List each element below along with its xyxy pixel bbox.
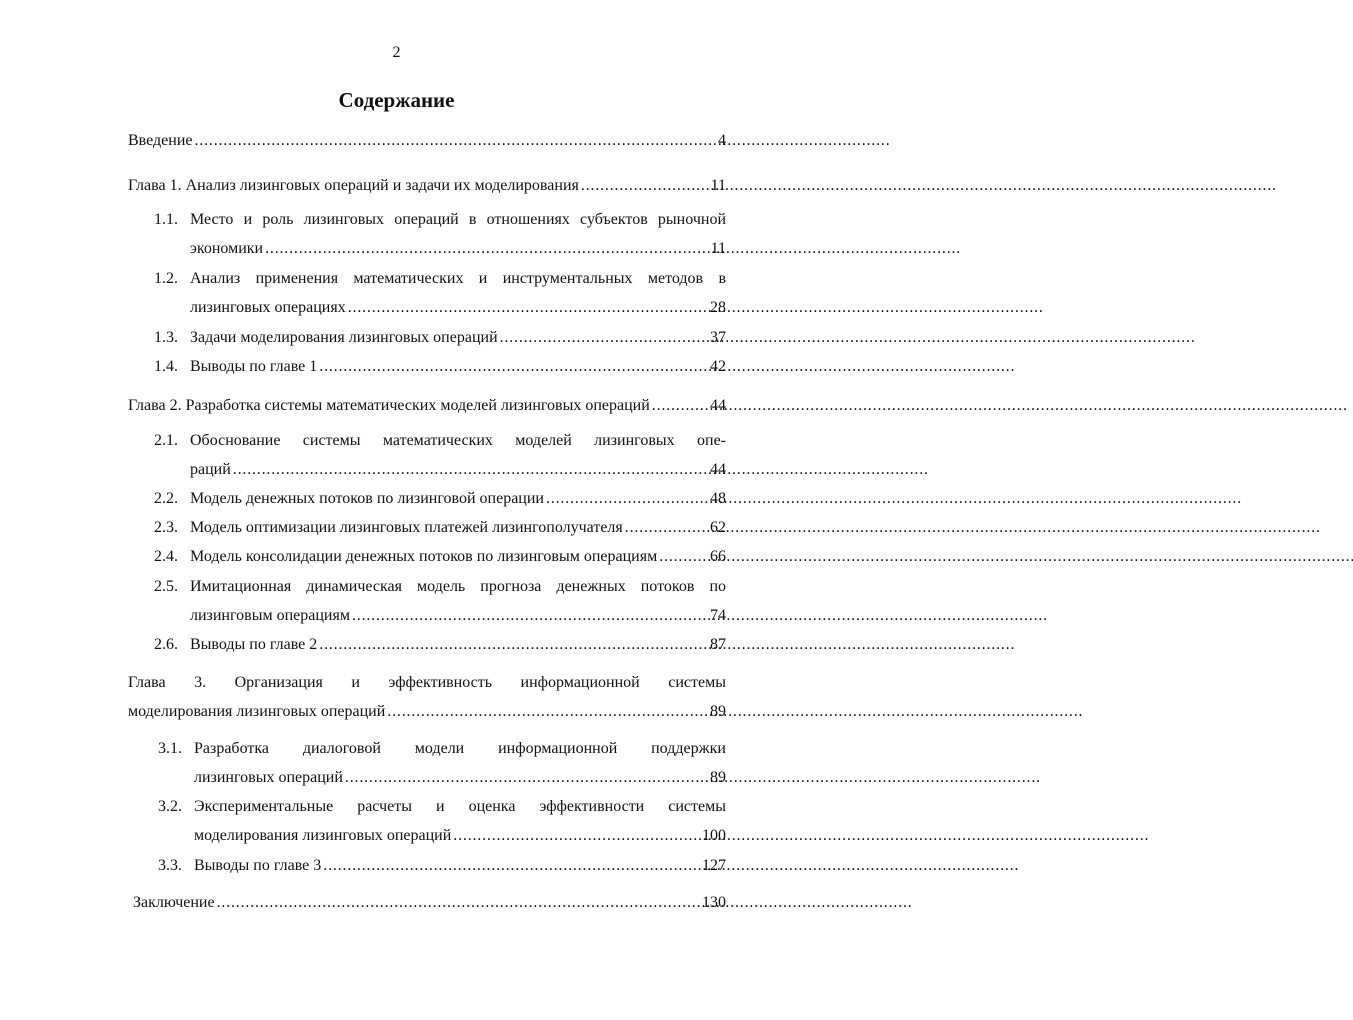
toc-entry-1-3[interactable] xyxy=(154,328,726,347)
toc-page-number: 62 xyxy=(710,519,726,536)
leader-dots xyxy=(546,489,708,508)
toc-entry-text-continued: раций xyxy=(190,461,231,478)
leader-dots xyxy=(352,606,708,625)
leader-dots xyxy=(323,856,700,875)
toc-entry-text: Глава 3. Организация и эффективность информационной системы xyxy=(128,674,726,691)
toc-page-number: 66 xyxy=(710,548,726,565)
toc-entry-2-2[interactable] xyxy=(154,489,726,508)
toc-entry-2-3[interactable] xyxy=(154,518,726,537)
leader-dots xyxy=(319,635,708,654)
section-number: 2.4. xyxy=(154,548,178,565)
toc-entry-text: Анализ применения математических и инструментальных методов в xyxy=(190,270,726,287)
toc-page-number: 87 xyxy=(710,636,726,653)
toc-page-number: 74 xyxy=(710,607,726,624)
toc-entry-text: Разработка диалоговой модели информационной поддержки xyxy=(194,740,726,757)
toc-entry-text: Имитационная динамическая модель прогноза денежных потоков по xyxy=(190,578,726,595)
toc-entry-introduction[interactable] xyxy=(128,131,726,150)
section-number: 1.2. xyxy=(154,270,178,287)
toc-entry-chapter-3[interactable] xyxy=(128,673,726,721)
toc-page-number: 44 xyxy=(710,397,726,414)
toc-entry-1-4[interactable] xyxy=(154,357,726,376)
toc-page-number: 89 xyxy=(710,703,726,720)
toc-entry-text: Экспериментальные расчеты и оценка эффективности системы xyxy=(194,798,726,815)
toc-entry-text: Глава 1. Анализ лизинговых операций и задачи их моделирования xyxy=(128,177,579,194)
toc-entry-text: Модель денежных потоков по лизинговой операции xyxy=(190,490,544,507)
toc-entry-3-1[interactable] xyxy=(158,739,726,787)
toc-page-number: 44 xyxy=(710,461,726,478)
toc-page-number: 130 xyxy=(702,894,726,911)
toc-page-number: 28 xyxy=(710,299,726,316)
toc-entry-3-3[interactable] xyxy=(158,856,726,875)
toc-entry-text: Модель консолидации денежных потоков по лизинговым операциям xyxy=(190,548,658,565)
leader-dots xyxy=(453,826,700,845)
section-number: 2.2. xyxy=(154,490,178,507)
toc-entry-2-6[interactable] xyxy=(154,635,726,654)
toc-entry-text: Обоснование системы математических моделей лизинговых опе- xyxy=(190,432,726,449)
toc-page-number: 127 xyxy=(702,857,726,874)
toc-page-number: 100 xyxy=(702,827,726,844)
section-number: 3.3. xyxy=(158,857,182,874)
leader-dots xyxy=(625,518,708,537)
toc-page-number: 89 xyxy=(710,769,726,786)
section-number: 1.4. xyxy=(154,358,178,375)
section-number: 3.2. xyxy=(158,798,182,815)
leader-dots xyxy=(345,768,708,787)
leader-dots xyxy=(348,298,708,317)
toc-entry-text-continued: моделирования лизинговых операций xyxy=(194,827,452,844)
toc-entry-text-continued: лизинговых операциях xyxy=(190,299,346,316)
leader-dots xyxy=(319,357,708,376)
toc-entry-text-continued: лизинговых операций xyxy=(194,769,343,786)
toc-page-number: 11 xyxy=(710,240,726,257)
leader-dots xyxy=(500,328,708,347)
toc-entry-text: Место и роль лизинговых операций в отношениях субъектов рыночной xyxy=(190,211,726,228)
section-number: 3.1. xyxy=(158,740,182,757)
leader-dots xyxy=(387,702,708,721)
toc-entry-2-1[interactable] xyxy=(154,431,726,479)
toc-entry-text-continued: экономики xyxy=(190,240,264,257)
leader-dots xyxy=(217,893,700,912)
page-number: 2 xyxy=(392,44,401,61)
toc-entry-2-5[interactable] xyxy=(154,577,726,625)
section-number: 2.3. xyxy=(154,519,178,536)
section-number: 2.6. xyxy=(154,636,178,653)
toc-entry-text: Задачи моделирования лизинговых операций xyxy=(190,329,498,346)
toc-page-number: 48 xyxy=(710,490,726,507)
section-number: 1.1. xyxy=(154,211,178,228)
toc-entry-text: Выводы по главе 3 xyxy=(194,857,322,874)
leader-dots xyxy=(265,239,708,258)
leader-dots xyxy=(195,131,717,150)
toc-entry-text-continued: моделирования лизинговых операций xyxy=(128,703,386,720)
section-number: 2.5. xyxy=(154,578,178,595)
toc-entry-text-continued: лизинговым операциям xyxy=(190,607,350,624)
toc-entry-text: Введение xyxy=(128,132,193,149)
toc-entry-chapter-1[interactable] xyxy=(128,176,726,195)
toc-entry-1-2[interactable] xyxy=(154,269,726,317)
toc-entry-text: Глава 2. Разработка системы математических моделей лизинговых операций xyxy=(128,397,650,414)
toc-page-number: 42 xyxy=(710,358,726,375)
toc-entry-2-4[interactable] xyxy=(154,547,726,566)
toc-page-number: 37 xyxy=(710,329,726,346)
toc-page-number: 11 xyxy=(710,177,726,194)
toc-entry-text: Выводы по главе 1 xyxy=(190,358,318,375)
leader-dots xyxy=(659,547,708,566)
toc-entry-chapter-2[interactable] xyxy=(128,396,726,415)
section-number: 1.3. xyxy=(154,329,178,346)
toc-entry-3-2[interactable] xyxy=(158,797,726,845)
section-number: 2.1. xyxy=(154,432,178,449)
leader-dots xyxy=(652,396,708,415)
toc-page-number: 4 xyxy=(718,132,726,149)
leader-dots xyxy=(233,460,708,479)
toc-entry-1-1[interactable] xyxy=(154,210,726,258)
toc-entry-text: Заключение xyxy=(133,894,215,911)
toc-entry-conclusion[interactable] xyxy=(133,893,726,912)
toc-entry-text: Выводы по главе 2 xyxy=(190,636,318,653)
toc-entry-text: Модель оптимизации лизинговых платежей лизингополучателя xyxy=(190,519,623,536)
leader-dots xyxy=(581,176,709,195)
page-title: Содержание xyxy=(338,88,455,112)
